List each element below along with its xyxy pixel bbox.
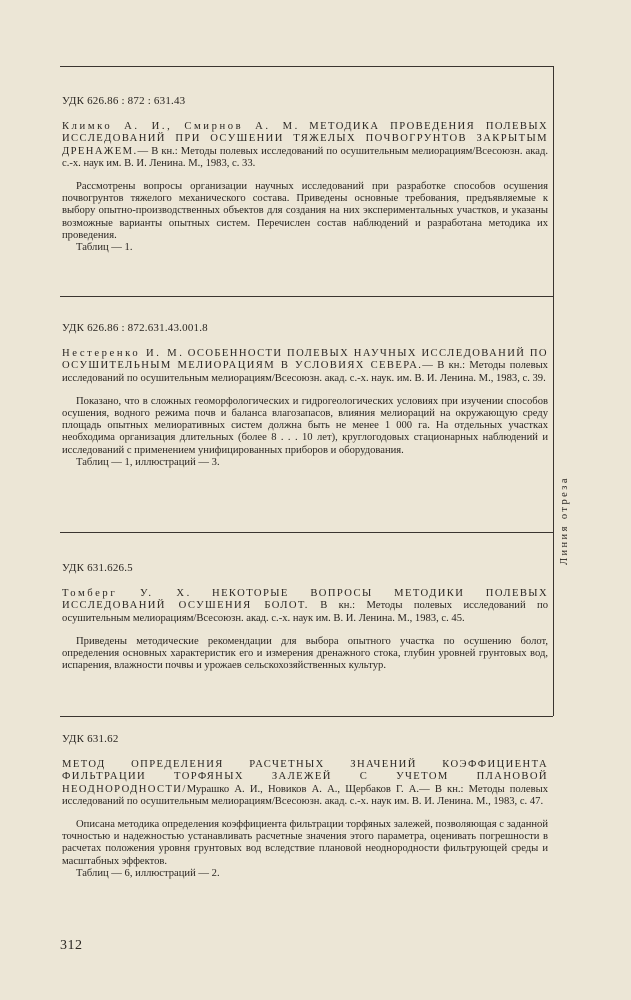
abstract-card [62, 322, 548, 469]
entry-title: ОСОБЕННОСТИ ПОЛЕВЫХ НАУЧНЫХ ИССЛЕДОВАНИЙ ПО ОСУШИТЕЛЬНЫМ МЕЛИОРАЦИЯМ В УСЛОВИЯХ СЕВЕРА. [62, 348, 548, 372]
abstract-card [62, 562, 548, 672]
entry-author: Томберг У. Х. [62, 588, 192, 600]
entry-tables: Таблиц — 1, иллюстраций — 3. [76, 456, 220, 468]
entry-source: — В кн.: Методы полевых исследований по осушительным мелиорациям/Всесоюзн. акад. с.-х. наук. им. В. И. Ленина. М., 1983, с. 39. [62, 360, 548, 384]
entry-source: — В кн.: Методы полевых исследований по осушительным мелиорациям/Всесоюзн. акад. с.-х. наук им. В. И. Ленина. М., 1983, с. 33. [62, 145, 548, 169]
udk-code: УДК 626.86 : 872.631.43.001.8 [62, 322, 208, 334]
separator-top [60, 66, 553, 67]
entry-author: Климко А. И., Смирнов А. М. [62, 121, 300, 133]
separator [60, 716, 553, 717]
entry-tables: Таблиц — 1. [76, 242, 133, 254]
entry-abstract: Рассмотрены вопросы организации научных исследований при разработке способов осушения почвогрунтов тяжелого механического состава. Приведены основные требования, предъявляемые к выбору опытно-производственных объектов для создания на них экспериментальных участков, и указаны возможные варианты опытных систем. Перечислен состав наблюдений и разработана методика их проведения. [62, 181, 548, 241]
cut-line-vertical [553, 66, 554, 716]
abstract-card [62, 95, 548, 254]
entry-title: МЕТОД ОПРЕДЕЛЕНИЯ РАСЧЕТНЫХ ЗНАЧЕНИЙ КОЭФФИЦИЕНТА ФИЛЬТРАЦИИ ТОРФЯНЫХ ЗАЛЕЖЕЙ С УЧЕТОМ ПЛАНОВОЙ НЕОДНОРОДНОСТИ/ [62, 759, 548, 795]
entry-title: МЕТОДИКА ПРОВЕДЕНИЯ ПОЛЕВЫХ ИССЛЕДОВАНИЙ ПРИ ОСУШЕНИИ ТЯЖЕЛЫХ ПОЧВОГРУНТОВ ЗАКРЫТЫМ ДРЕНАЖЕМ. [62, 121, 549, 157]
separator [60, 532, 553, 533]
cut-line-label: Линия отреза [559, 476, 570, 565]
entry-tables: Таблиц — 6, иллюстраций — 2. [76, 867, 220, 879]
entry-title: НЕКОТОРЫЕ ВОПРОСЫ МЕТОДИКИ ПОЛЕВЫХ ИССЛЕДОВАНИЙ ОСУШЕНИЯ БОЛОТ. [62, 588, 548, 612]
bibliographic-record [62, 121, 548, 170]
bibliographic-record [62, 348, 548, 385]
entry-abstract: Описана методика определения коэффициента фильтрации торфяных залежей, позволяющая с заданной точностью и надежностью устанавливать расчетные значения этого параметра, оценивать погрешности в расчетах положения уровня грунтовых вод вследствие плановой неоднородности фильтрующей среды и масштабных эффектов. [62, 819, 548, 867]
separator [60, 296, 553, 297]
bibliographic-record [62, 759, 548, 808]
entry-source: В кн.: Методы полевых исследований по осушительным мелиорациям/Всесоюзн. акад. с.-х. наук им. В. И. Ленина. М., 1983, с. 45. [62, 600, 548, 624]
entry-abstract: Приведены методические рекомендации для выбора опытного участка по осушению болот, определения основных характеристик его и измерения дренажного стока, глубин уровней грунтовых вод, испарения, влажности почвы и урожаев сельскохозяйственных культур. [62, 635, 548, 672]
entry-author: Нестеренко И. М. [62, 348, 185, 360]
udk-code: УДК 626.86 : 872 : 631.43 [62, 95, 186, 107]
entry-source: Мурашко А. И., Новиков А. А., Щербаков Г. А.— В кн.: Методы полевых исследований по осушительным мелиорациям/Всесоюзн. акад. с.-х. наук им. В. И. Ленина. М., 1983, с. 47. [62, 783, 548, 807]
abstract-card [62, 733, 548, 880]
udk-code: УДК 631.62 [62, 733, 119, 745]
entry-abstract: Показано, что в сложных геоморфологических и гидрогеологических условиях при изучении способов осушения, водного режима почв и баланса влагозапасов, влияния мелиораций на окружающую среду площадь опытных мелиоративных систем должна быть не менее 1 000 га. На отдельных участках необходима организация длительных (более 8 . . . 10 лет), круглогодовых стационарных наблюдений и исследований с применением унифицированных приборов и оборудования. [62, 395, 548, 456]
page-number: 312 [60, 938, 83, 953]
bibliographic-record [62, 588, 548, 625]
udk-code: УДК 631.626.5 [62, 562, 133, 574]
